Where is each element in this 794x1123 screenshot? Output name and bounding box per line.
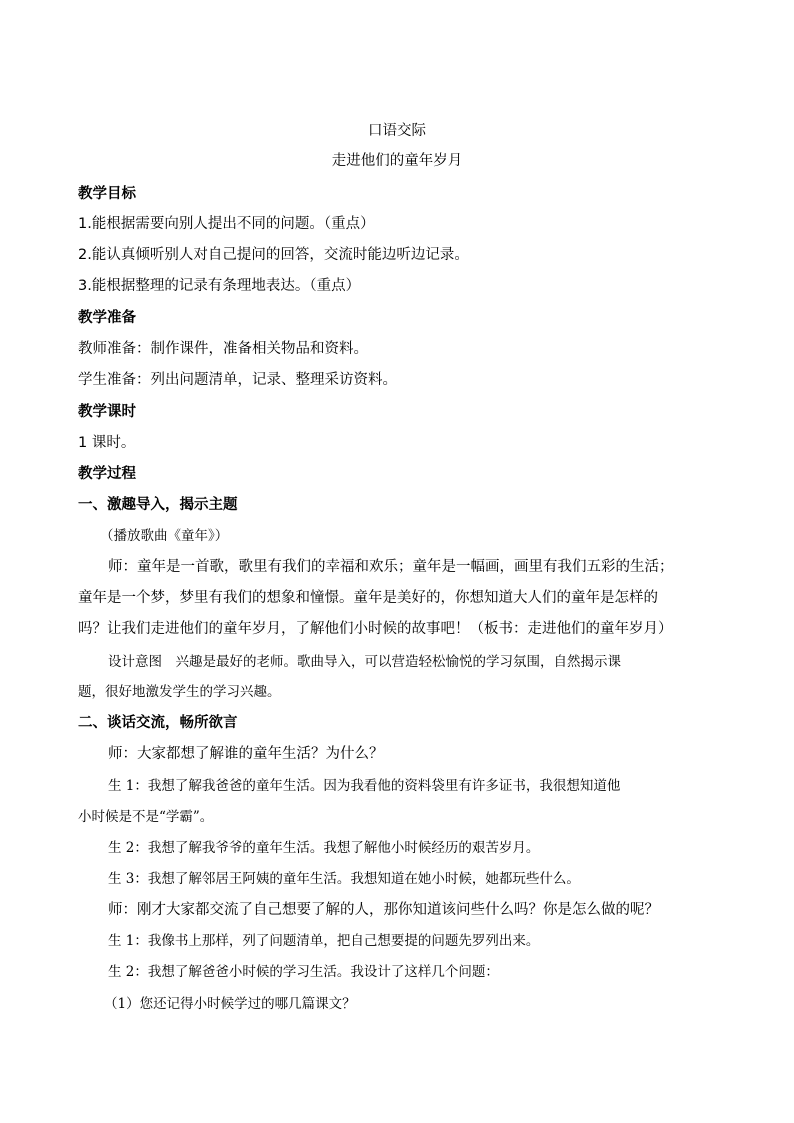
goal-1: 1.能根据需要向别人提出不同的问题。（重点） [78, 216, 375, 232]
student-1-answer-line-1: 生 1：我想了解我爸爸的童年生活。因为我看他的资料袋里有许多证书，我很想知道他 [108, 778, 621, 794]
student-1-reply: 生 1：我像书上那样，列了问题清单，把自己想要提的问题先罗列出来。 [108, 933, 540, 949]
student-3-answer: 生 3：我想了解邻居王阿姨的童年生活。我想知道在她小时候，她都玩些什么。 [108, 871, 580, 887]
section-1-paragraph-line-1: 师：童年是一首歌，歌里有我们的幸福和欢乐；童年是一幅画，画里有我们五彩的生活； [108, 559, 674, 575]
hours-value: 1 课时。 [78, 435, 136, 451]
section-1-heading: 一、激趣导入，揭示主题 [78, 497, 238, 513]
hours-heading: 教学课时 [78, 404, 136, 420]
goal-3: 3.能根据整理的记录有条理地表达。（重点） [78, 278, 361, 294]
section-1-paragraph-line-3: 吗？让我们走进他们的童年岁月，了解他们小时候的故事吧！（板书：走进他们的童年岁月） [78, 621, 673, 637]
section-1-paragraph-line-2: 童年是一个梦，梦里有我们的想象和憧憬。童年是美好的，你想知道大人们的童年是怎样的 [78, 590, 658, 606]
teacher-question-2: 师：刚才大家都交流了自己想要了解的人，那你知道该问些什么吗？你是怎么做的呢？ [108, 902, 659, 918]
student-1-answer-line-2: 小时候是不是“学霸”。 [78, 809, 214, 825]
section-2-heading: 二、谈话交流，畅所欲言 [78, 715, 238, 731]
prep-teacher: 教师准备：制作课件，准备相关物品和资料。 [78, 341, 368, 357]
question-item-1: （1）您还记得小时候学过的哪几篇课文？ [104, 996, 356, 1012]
section-1-note: （播放歌曲《童年》） [100, 528, 229, 544]
document-subtitle: 走进他们的童年岁月 [331, 153, 463, 169]
student-2-reply: 生 2：我想了解爸爸小时候的学习生活。我设计了这样几个问题： [108, 964, 499, 980]
prep-heading: 教学准备 [78, 310, 136, 326]
goals-heading: 教学目标 [78, 186, 136, 202]
process-heading: 教学过程 [78, 466, 136, 482]
design-intent-line-1: 设计意图 兴趣是最好的老师。歌曲导入，可以营造轻松愉悦的学习氛围，自然揭示课 [108, 654, 621, 670]
prep-student: 学生准备：列出问题清单，记录、整理采访资料。 [78, 372, 397, 388]
goal-2: 2.能认真倾听别人对自己提问的回答，交流时能边听边记录。 [78, 247, 469, 263]
student-2-answer: 生 2：我想了解我爷爷的童年生活。我想了解他小时候经历的艰苦岁月。 [108, 840, 540, 856]
design-intent-line-2: 题，很好地激发学生的学习兴趣。 [78, 684, 281, 700]
teacher-question-1: 师：大家都想了解谁的童年生活？为什么？ [108, 746, 384, 762]
document-title: 口语交际 [368, 123, 426, 139]
